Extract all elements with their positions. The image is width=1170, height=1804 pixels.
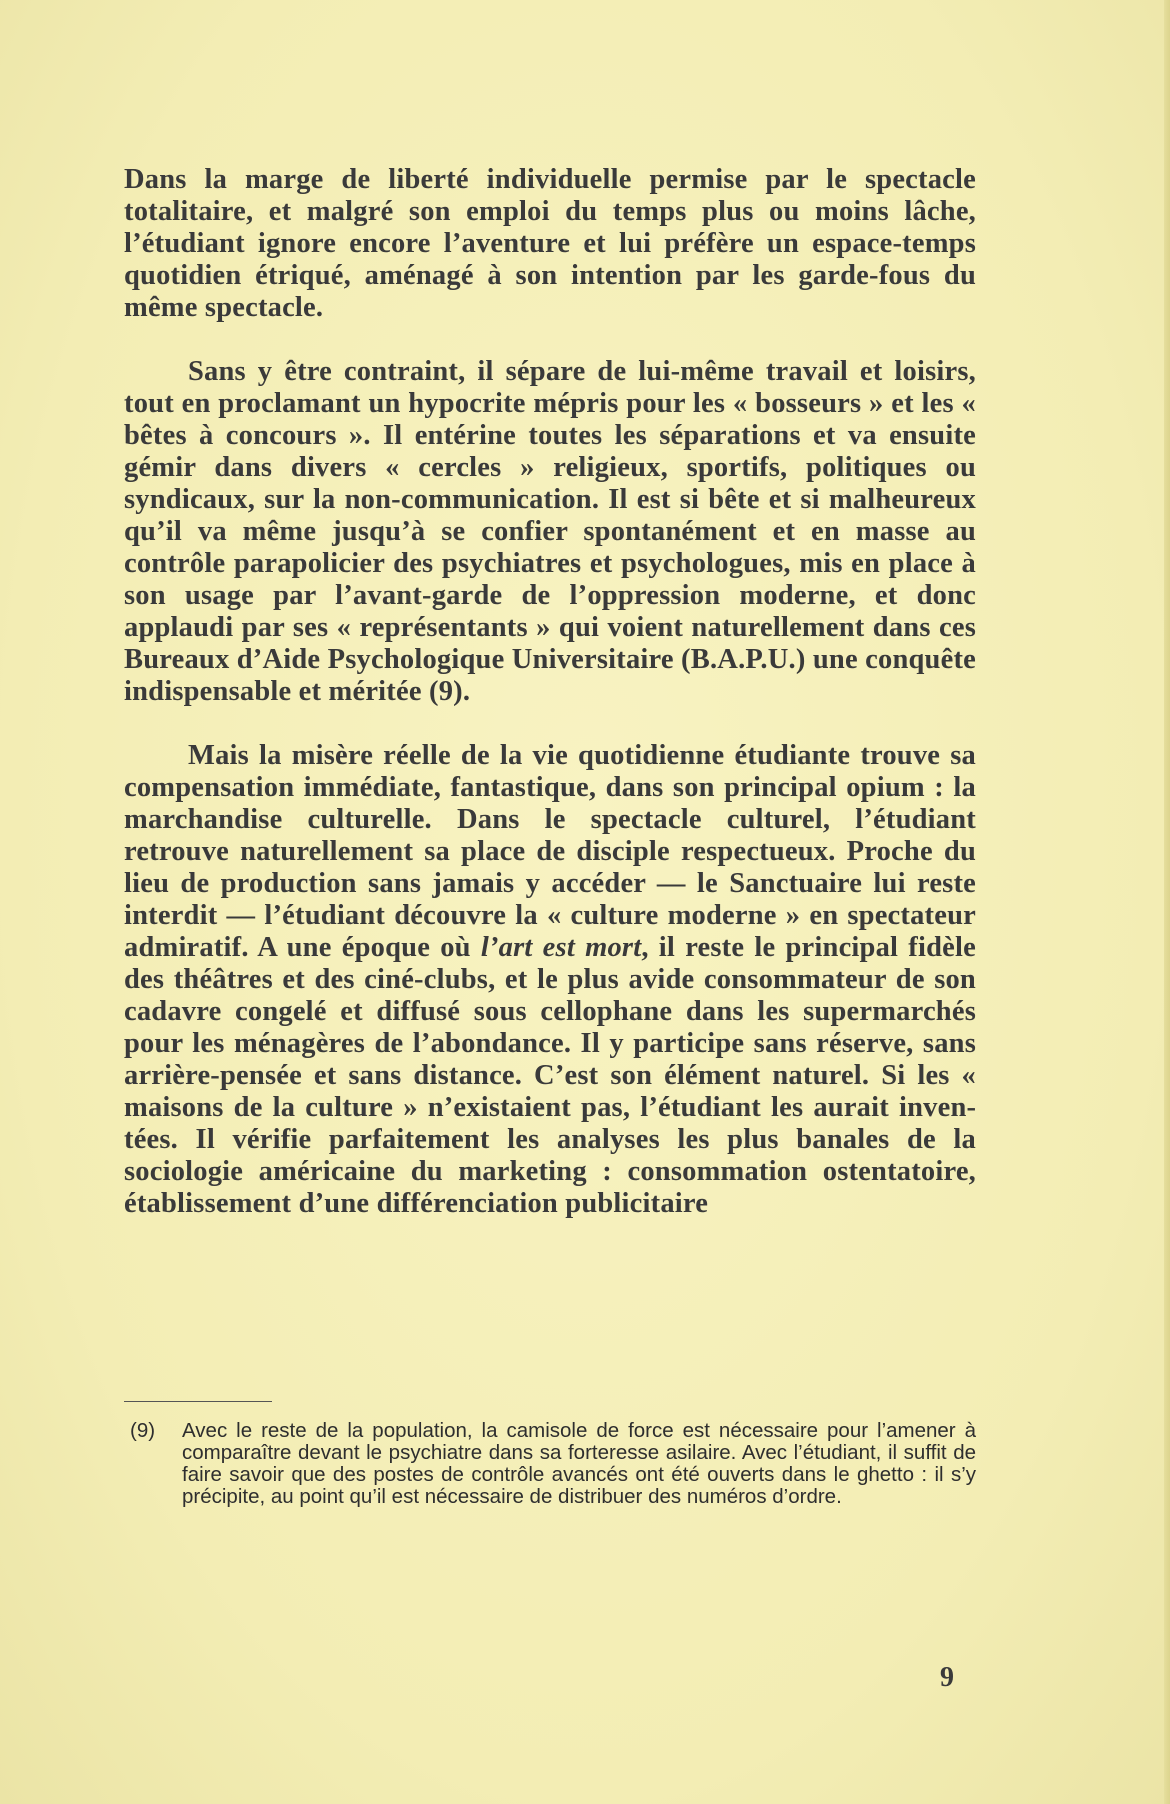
paragraph-3 [124, 740, 976, 1220]
body-text [124, 164, 976, 1220]
paragraph-2: Sans y être contraint, il sépare de lui-même travail et loisirs, tout en proclamant un hypocrite mépris pour les « bosseurs » et les « bêtes à concours ». Il entérine toutes les séparations et va ensuite gémir dans divers « cercles » religieux, sportifs, politiques ou syndicaux, sur la non-communication. Il est si bête et si malheureux qu’il va même jusqu’à se confier spontanément et en masse au contrôle parapolicier des psychiatres et psychologues, mis en place à son usage par l’avant-garde de l’oppression moderne, et donc applaudi par ses « représentants » qui voient naturellement dans ces Bureaux d’Aide Psychologique Universitaire (B.A.P.U.) une conquête indispensable et méritée (9). [124, 356, 976, 707]
footnote [130, 1420, 976, 1508]
page-number: 9 [940, 1662, 954, 1693]
page-edge [1164, 0, 1170, 1804]
footnote-text: Avec le reste de la population, la camisole de force est nécessaire pour l’amener à comparaître devant le psychiatre dans sa forteresse asilaire. Avec l’étudiant, il suffit de faire savoir que des postes de contrôle avancés ont été ouverts dans le ghetto : il s’y précipite, au point qu’il est nécessaire de distribuer des numéros d’ordre. [182, 1419, 976, 1508]
paragraph-3-after: , il reste le principal fidèle des théâtres et des ciné-clubs, et le plus avide consommateur de son cadavre congelé et diffusé sous cellophane dans les supermarchés pour les ménagères de l’abondance. Il y participe sans réserve, sans arrière-pensée et sans distance. C’est son élément naturel. Si les « maisons de la culture » n’existaient pas, l’étudiant les aurait inventées. Il vérifie parfaitement les analyses les plus banales de la sociologie américaine du marketing : consommation ostentatoire, établissement d’une différenciation publicitaire [124, 932, 976, 1219]
paragraph-3-italic: l’art est mort [480, 932, 642, 963]
paragraph-3-before: Mais la misère réelle de la vie quotidienne étudiante trouve sa compensation immédiate, fantastique, dans son principal opium : la marchandise culturelle. Dans le spectacle culturel, l’étudiant retrouve naturellement sa place de disciple respectueux. Proche du lieu de production sans jamais y accéder — le Sanctuaire lui reste interdit — l’étudiant découvre la « culture moderne » en spectateur admiratif. A une époque où [124, 740, 976, 963]
paragraph-1: Dans la marge de liberté individuelle permise par le spectacle totalitaire, et malgré son emploi du temps plus ou moins lâche, l’étudiant ignore encore l’aventure et lui préfère un espace-temps quotidien étriqué, aménagé à son intention par les garde-fous du même spectacle. [124, 164, 976, 323]
footnote-number: (9) [130, 1419, 156, 1442]
footnote-divider [124, 1401, 272, 1402]
